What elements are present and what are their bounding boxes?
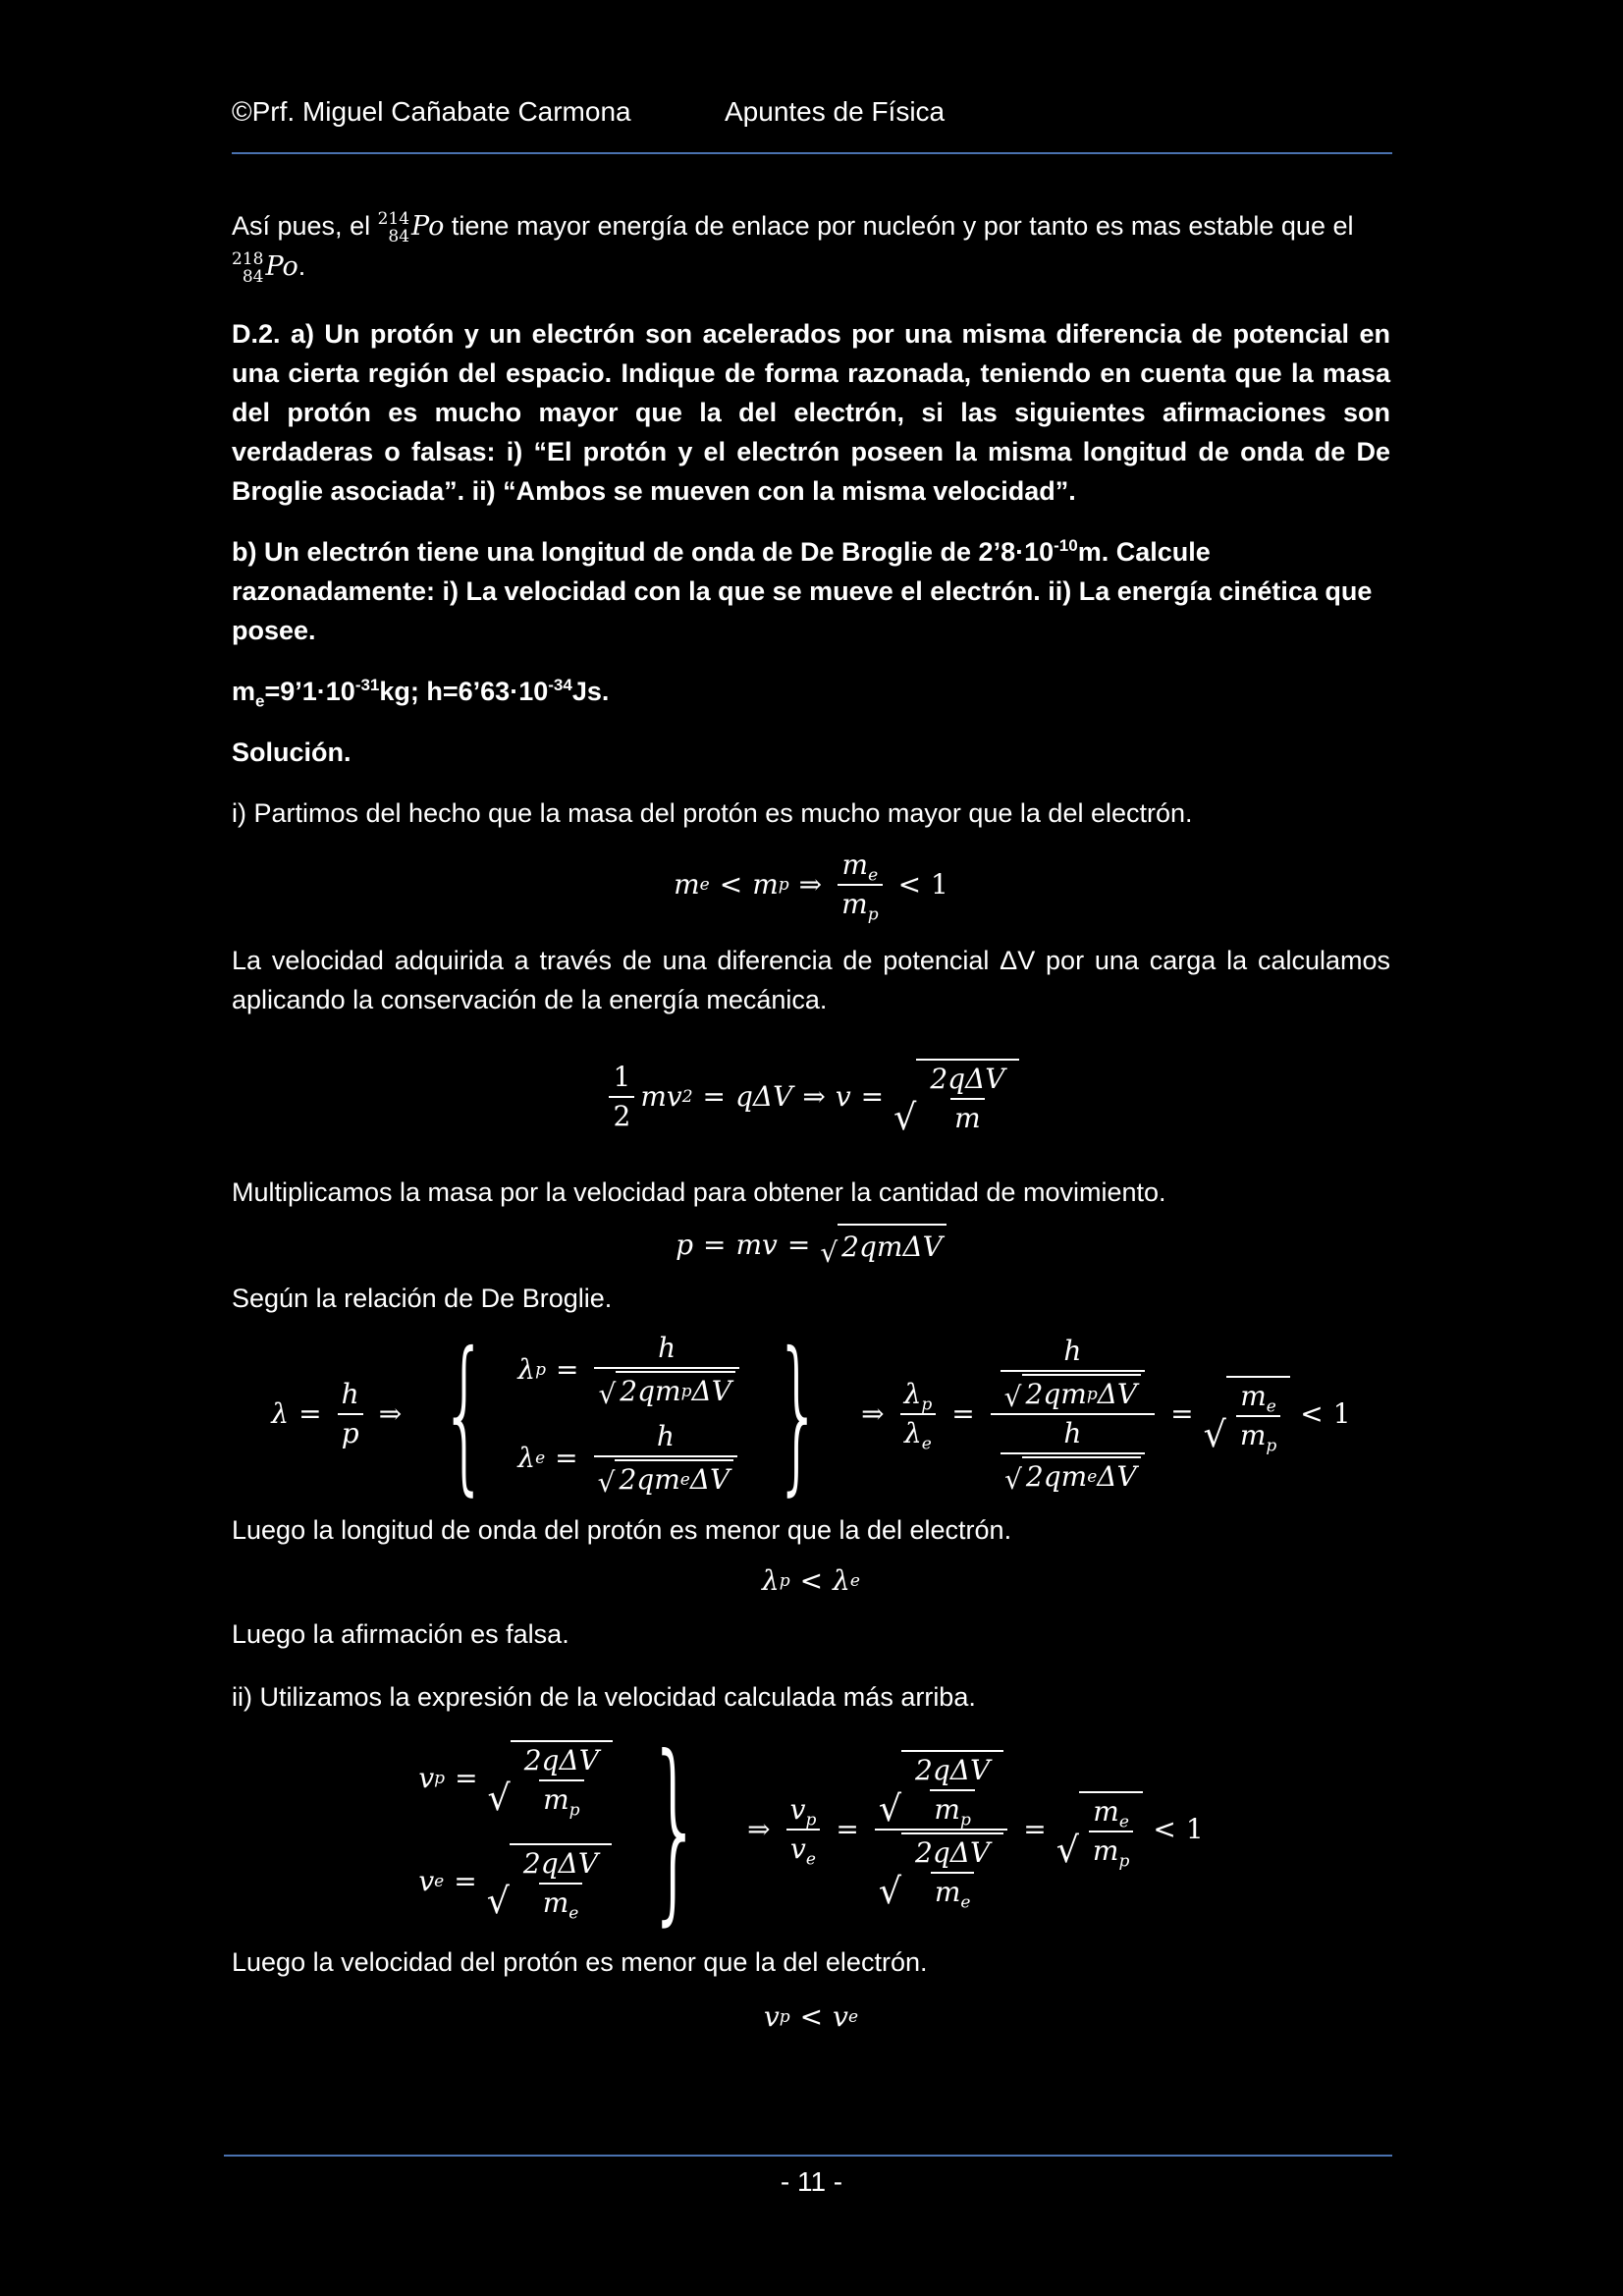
- page-number: - 11 -: [780, 2166, 843, 2197]
- equation-velocity-inequality: v p < v e: [763, 2000, 859, 2033]
- document-body: [232, 206, 1390, 2039]
- paragraph-polonium: Así pues, el 214 84Po tiene mayor energía de enlace por nucleón y por tanto es mas estable que el 218 84Po.: [232, 208, 1354, 287]
- text-mass-comparison: i) Partimos del hecho que la masa del protón es mucho mayor que la del electrón.: [232, 798, 1193, 828]
- text-velocity-conclusion: Luego la velocidad del protón es menor que la del electrón.: [232, 1947, 928, 1977]
- problem-part-b: b) Un electrón tiene una longitud de onda de De Broglie de $2’8\cdot 10^{-10}m$. Calcule razonadamente: i) La velocidad con la que se mueve el electrón. ii) La energía cinética que posee.: [232, 536, 1373, 645]
- equation-wavelength-ratio: λ = $\frac{h}{p}$ ⇒ { λ p = h √ 2qm p ΔV λ e = h √ 2qm e ΔV } ⇒ $\frac{\lambda_p}{\lambda_e}$ = h √ 2qm p ΔV h √ 2qm e ΔV = √ $\frac{m_e}{m_p}$ < 1: [271, 1317, 1351, 1511]
- header-author: ©Prf. Miguel Cañabate Carmona: [232, 96, 631, 127]
- header-course: Apuntes de Física: [725, 96, 946, 127]
- nuclide-po218: 218 84: [232, 248, 264, 287]
- text-momentum: Multiplicamos la masa por la velocidad para obtener la cantidad de movimiento.: [232, 1177, 1166, 1207]
- text-de-broglie: Según la relación de De Broglie.: [232, 1284, 613, 1313]
- solution-label: Solución.: [232, 738, 352, 767]
- equation-wavelength-inequality: λ p < λ e: [762, 1564, 860, 1597]
- header-rule: [232, 152, 1392, 154]
- footer-rule: [224, 2155, 1392, 2157]
- equation-velocity-ratio: v p = √ $\frac{\text{2qΔV}}{m_p}$ v e = √ $\frac{\text{2qΔV}}{m_e}$ } ⇒ $\frac{v_p}{v_e}$ = √ $\frac{\text{2qΔV}}{m_p}$ √ $\frac{\text{2qΔV}}{m_e}$ = √ $\frac{m_e}{m_p}$ < 1: [418, 1715, 1204, 1943]
- nuclide-po214: 214 84: [377, 208, 410, 246]
- text-velocity-energy: La velocidad adquirida a través de una diferencia de potencial ΔV por una carga la calculamos aplicando la conservación de la energía mecánica.: [232, 946, 1390, 1014]
- problem-data: $m_e=9’1\cdot 10^{-31}kg$; $h=6’63\cdot 10^{-34}Js$.: [232, 676, 610, 711]
- equation-energy-conservation: $\frac{1}{2}$ mv 2 = qΔV ⇒ v = √ $\frac{\text{2qΔV}}{m}$: [232, 1043, 1390, 1151]
- problem-part-a: D.2. a) Un protón y un electrón son acelerados por una misma diferencia de potencial en una cierta región del espacio. Indique de forma razonada, teniendo en cuenta que la masa del protón es mucho mayor que la del electrón, si las siguientes afirmaciones son verdaderas o falsas: i) “El protón y el electrón poseen la misma longitud de onda de De Broglie asociada”. ii) “Ambos se mueven con la misma velocidad”.: [232, 319, 1390, 506]
- equation-mass-ratio: m e < m p ⇒ $\frac{m_e}{m_p}$ < 1: [674, 848, 948, 925]
- equation-momentum: p = mv = √ 2qmΔV: [232, 1222, 1390, 1269]
- text-wavelength-conclusion: Luego la longitud de onda del protón es menor que la del electrón.: [232, 1515, 1012, 1545]
- text-statement-false: Luego la afirmación es falsa.: [232, 1619, 569, 1649]
- text-velocity-expression: ii) Utilizamos la expresión de la velocidad calculada más arriba.: [232, 1682, 976, 1712]
